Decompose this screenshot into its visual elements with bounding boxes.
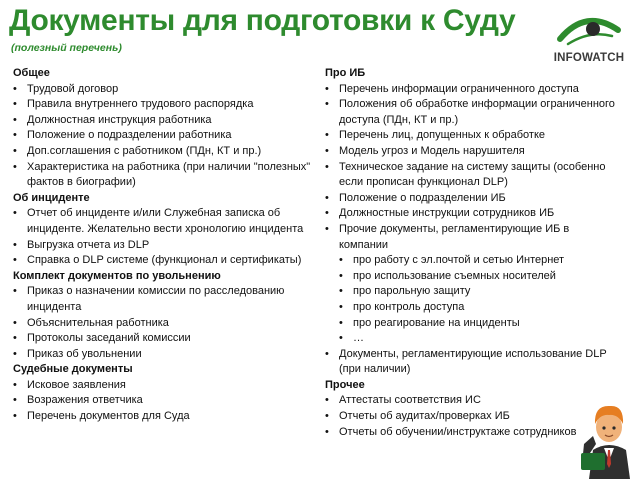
list-item: • Трудовой договор: [13, 82, 318, 98]
list-item: • Положение о подразделении ИБ: [325, 191, 615, 207]
page-subtitle: (полезный перечень): [11, 42, 122, 54]
list-court: [13, 378, 318, 425]
list-item: • Протоколы заседаний комиссии: [13, 331, 318, 347]
eye-icon: [546, 6, 632, 54]
list-item: • Справка о DLP системе (функционал и сертификаты): [13, 253, 318, 269]
list-item: • Отчеты об обучении/инструктаже сотрудников: [325, 425, 615, 441]
list-incident: [13, 206, 318, 268]
person-icon: [580, 398, 638, 479]
section-heading-ib: Про ИБ: [325, 67, 366, 79]
list-ib: [325, 82, 615, 254]
list-item: • Перечень лиц, допущенных к обработке: [325, 128, 615, 144]
list-item: • Прочие документы, регламентирующие ИБ в компании: [325, 222, 615, 253]
section-heading-incident: Об инциденте: [13, 191, 90, 204]
sub-list-item: • …: [339, 331, 615, 347]
list-item: • Документы, регламентирующие использование DLP (при наличии): [325, 347, 615, 378]
list-other: [325, 393, 615, 440]
list-dismissal: [13, 284, 318, 362]
list-item: • Положение о подразделении работника: [13, 128, 318, 144]
list-item: • Модель угроз и Модель нарушителя: [325, 144, 615, 160]
list-item: • Отчеты об аудитах/проверках ИБ: [325, 409, 615, 425]
list-item: • Должностные инструкции сотрудников ИБ: [325, 206, 615, 222]
right-column: [325, 66, 615, 440]
list-item: • Характеристика на работника (при наличии "полезных" фактов в биографии): [13, 160, 318, 191]
sub-list-item: • про контроль доступа: [339, 300, 615, 316]
logo-text: INFOWATCH: [553, 52, 625, 64]
section-heading-other: Прочее: [325, 378, 365, 391]
list-item: • Отчет об инциденте и/или Служебная записка об инциденте. Желательно вести хронологию инцидента: [13, 206, 318, 237]
list-item: • Правила внутреннего трудового распорядка: [13, 97, 318, 113]
left-column: [13, 66, 318, 425]
list-item: • Перечень информации ограниченного доступа: [325, 82, 615, 98]
sub-list-item: • про реагирование на инциденты: [339, 316, 615, 332]
list-item: • Должностная инструкция работника: [13, 113, 318, 129]
list-general: [13, 82, 318, 191]
list-item: • Выгрузка отчета из DLP: [13, 238, 318, 254]
list-item: • Техническое задание на систему защиты (особенно если прописан функционал DLP): [325, 160, 615, 191]
section-heading-dismissal: Комплект документов по увольнению: [13, 269, 221, 282]
page-title: Документы для подготовки к Суду: [9, 4, 516, 37]
sub-list-item: • про использование съемных носителей: [339, 269, 615, 285]
list-ib-tail: [325, 347, 615, 378]
list-item: • Приказ об увольнении: [13, 347, 318, 363]
list-item: • Возражения ответчика: [13, 393, 318, 409]
list-item: • Положения об обработке информации ограниченного доступа (ПДн, КТ и пр.): [325, 97, 615, 128]
sublist-ib: [325, 253, 615, 347]
sub-list-item: • про работу с эл.почтой и сетью Интернет: [339, 253, 615, 269]
section-heading-general: Общее: [13, 67, 50, 79]
list-item: • Исковое заявления: [13, 378, 318, 394]
list-item: • Доп.соглашения с работником (ПДн, КТ и пр.): [13, 144, 318, 160]
sub-list-item: • про парольную защиту: [339, 284, 615, 300]
infowatch-logo: [546, 6, 632, 68]
list-item: • Перечень документов для Суда: [13, 409, 318, 425]
section-heading-court: Судебные документы: [13, 363, 133, 376]
person-illustration: [580, 398, 638, 479]
list-item: • Аттестаты соответствия ИС: [325, 393, 615, 409]
list-item: • Приказ о назначении комиссии по расследованию инцидента: [13, 284, 318, 315]
list-item: • Объяснительная работника: [13, 316, 318, 332]
